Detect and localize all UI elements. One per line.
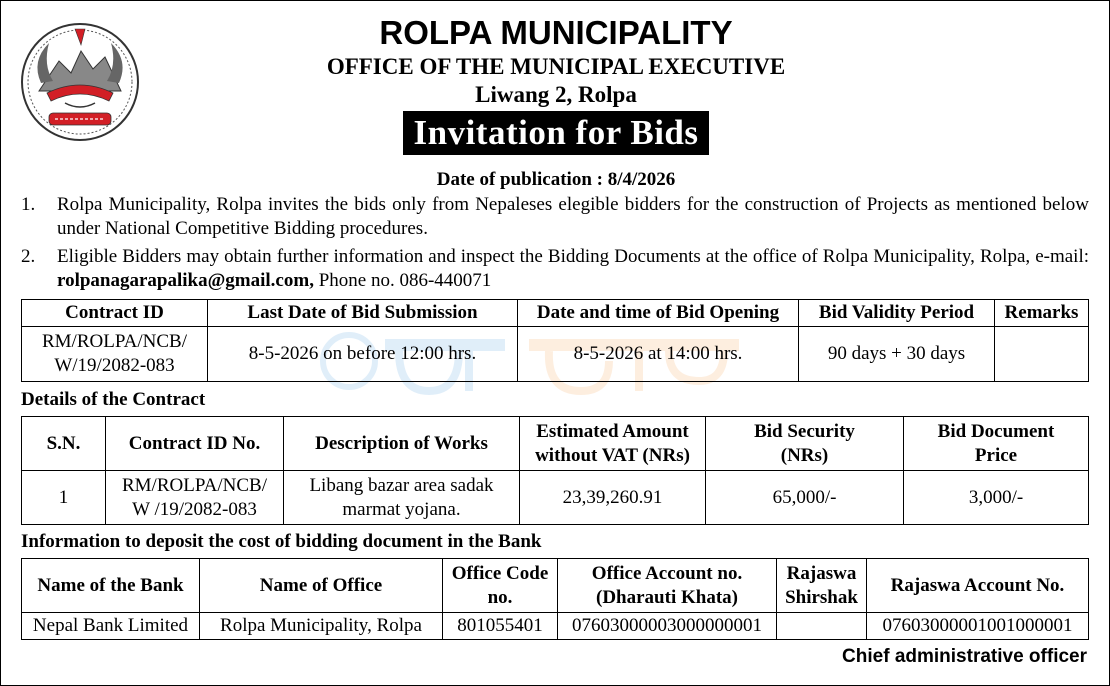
paragraph-text: Rolpa Municipality, Rolpa invites the bids only from Nepaleses elegible bidders for the construction of Projects as mentioned below under National Competitive Bidding procedures. [57, 194, 1089, 239]
table-header-row [22, 559, 1089, 613]
header-line: without VAT (NRs) [535, 444, 690, 466]
column-header: Rajaswa Account No. [867, 559, 1089, 613]
notice-title: Invitation for Bids [403, 111, 708, 155]
security-cell: 65,000/- [706, 471, 904, 525]
details-table [21, 416, 1089, 525]
header-line: no. [487, 586, 513, 608]
column-header: Date and time of Bid Opening [518, 300, 799, 327]
contract-id-line: RM/ROLPA/NCB/ [121, 474, 267, 496]
description-line: marmat yojana. [342, 498, 461, 520]
contract-id-line: RM/ROLPA/NCB/ [41, 331, 187, 352]
last-date-cell: 8-5-2026 on before 12:00 hrs. [208, 327, 518, 382]
header-line: Rajaswa [786, 562, 857, 584]
amount-cell: 23,39,260.91 [520, 471, 706, 525]
header-line: Estimated Amount [536, 420, 689, 442]
office-address: Liwang 2, Rolpa [475, 82, 637, 107]
table-header-row [22, 417, 1089, 471]
table-row [22, 471, 1089, 525]
paragraph-2 [21, 245, 1089, 293]
office-name: OFFICE OF THE MUNICIPAL EXECUTIVE [326, 54, 786, 79]
column-header: Description of Works [284, 417, 520, 471]
column-header [558, 559, 777, 613]
contract-id-line: W/19/2082-083 [54, 355, 175, 376]
header-line: Price [974, 444, 1018, 466]
price-cell: 3,000/- [904, 471, 1089, 525]
rajaswa-shirshak-cell [777, 613, 867, 640]
column-header: Name of the Bank [22, 559, 200, 613]
header-line: (NRs) [780, 444, 829, 466]
column-header [443, 559, 558, 613]
paragraph-text-part: Eligible Bidders may obtain further information and inspect the Bidding Documents at the office of Rolpa Municipality, Rolpa, e-mail: [57, 246, 1089, 267]
column-header: Name of Office [200, 559, 443, 613]
header-block [1, 7, 1110, 155]
contract-id-cell [22, 327, 208, 382]
paragraph-text-part: Phone no. 086-440071 [313, 270, 492, 291]
office-code-cell: 801055401 [443, 613, 558, 640]
contract-id-line: W /19/2082-083 [132, 498, 257, 520]
office-account-cell: 07603000003000000001 [558, 613, 777, 640]
details-heading: Details of the Contract [21, 389, 206, 410]
column-header [520, 417, 706, 471]
table-row [22, 327, 1089, 382]
opening-date-cell: 8-5-2026 at 14:00 hrs. [518, 327, 799, 382]
paragraph-number: 2. [21, 246, 36, 267]
bank-name-cell: Nepal Bank Limited [22, 613, 200, 640]
header-line: Office Account no. [591, 562, 743, 584]
bank-table [21, 558, 1089, 640]
municipality-name: ROLPA MUNICIPALITY [379, 14, 733, 51]
description-cell [284, 471, 520, 525]
sn-cell: 1 [22, 471, 106, 525]
contact-email: rolpanagarapalika@gmail.com, [57, 270, 314, 291]
contract-table [21, 299, 1089, 382]
description-line: Libang bazar area sadak [309, 474, 494, 496]
validity-cell: 90 days + 30 days [799, 327, 995, 382]
column-header: Remarks [995, 300, 1089, 327]
header-line: Shirshak [785, 586, 858, 608]
publication-date: Date of publication : 8/4/2026 [436, 169, 676, 190]
paragraph-number: 1. [21, 194, 36, 215]
header-line: Office Code [451, 562, 549, 584]
column-header: Contract ID No. [106, 417, 284, 471]
remarks-cell [995, 327, 1089, 382]
column-header [706, 417, 904, 471]
column-header [904, 417, 1089, 471]
column-header [777, 559, 867, 613]
rajaswa-account-cell: 07603000001001000001 [867, 613, 1089, 640]
header-line: (Dharauti Khata) [596, 586, 738, 608]
office-name-cell: Rolpa Municipality, Rolpa [200, 613, 443, 640]
table-row [22, 613, 1089, 640]
column-header: S.N. [22, 417, 106, 471]
column-header: Last Date of Bid Submission [208, 300, 518, 327]
header-line: Bid Security [754, 420, 855, 442]
column-header: Bid Validity Period [799, 300, 995, 327]
column-header: Contract ID [22, 300, 208, 327]
bank-heading: Information to deposit the cost of bidding document in the Bank [21, 531, 542, 552]
contract-id-cell [106, 471, 284, 525]
table-header-row [22, 300, 1089, 327]
paragraph-text [57, 245, 1089, 293]
paragraph-1 [21, 193, 1089, 241]
signatory-title: Chief administrative officer [842, 646, 1087, 667]
header-line: Bid Document [937, 420, 1055, 442]
